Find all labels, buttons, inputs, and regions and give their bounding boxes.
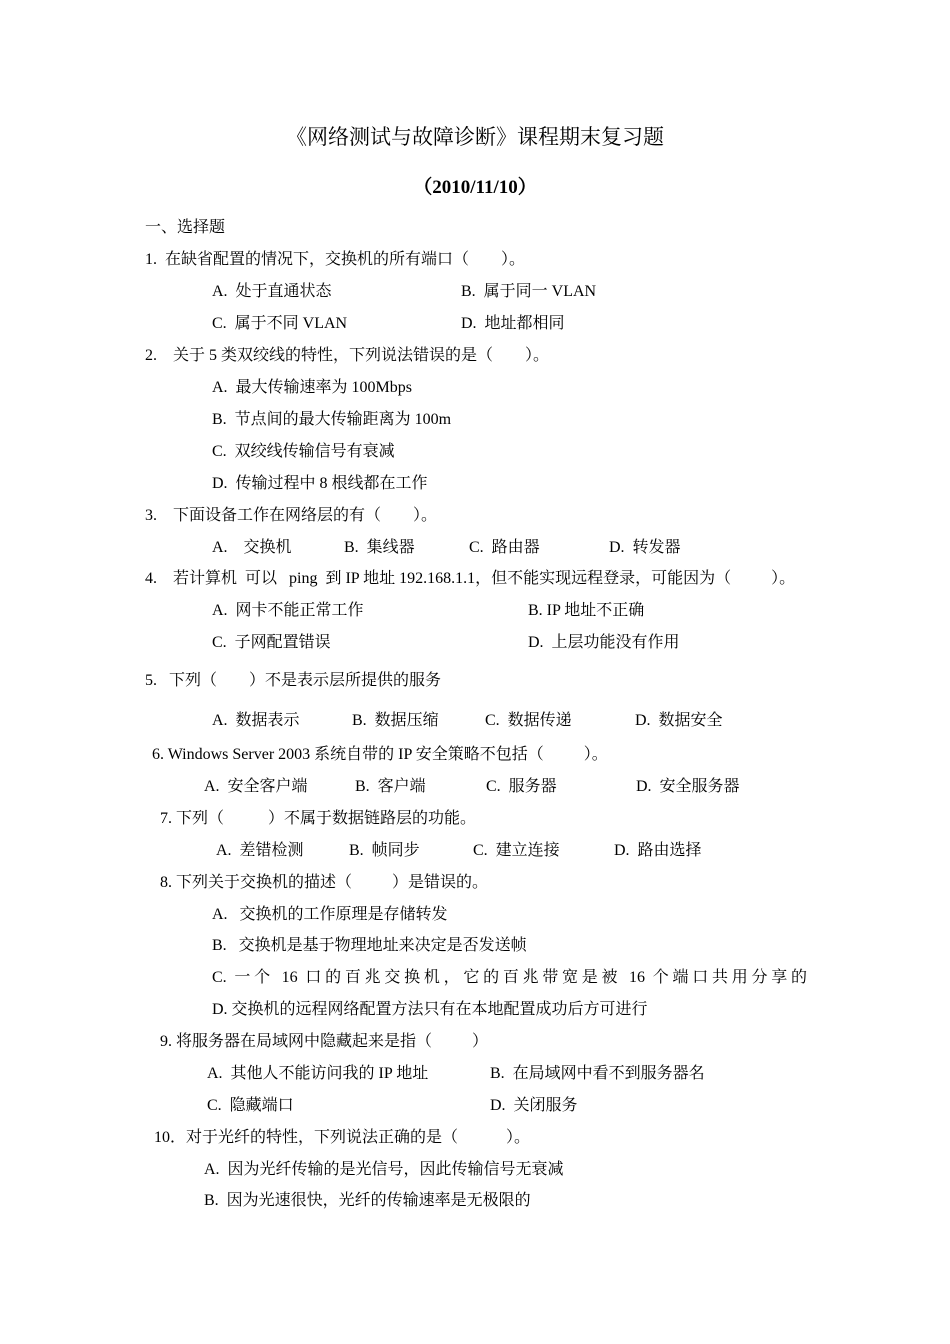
question-6-option-a: A. 安全客户端 [204, 778, 308, 795]
question-2-option-d: D. 传输过程中 8 根线都在工作 [212, 475, 428, 492]
question-9-option-d: D. 关闭服务 [490, 1097, 578, 1114]
question-7-stem: 7. 下列（ ）不属于数据链路层的功能。 [160, 810, 477, 827]
question-4-option-d: D. 上层功能没有作用 [528, 634, 680, 651]
question-4-option-c: C. 子网配置错误 [212, 634, 331, 651]
question-5-option-b: B. 数据压缩 [352, 712, 439, 729]
question-3-option-a: A. 交换机 [212, 539, 292, 556]
question-1-option-b: B. 属于同一 VLAN [461, 283, 597, 300]
question-5-option-d: D. 数据安全 [635, 712, 723, 729]
question-6-stem: 6. Windows Server 2003 系统自带的 IP 安全策略不包括（ ）。 [152, 746, 608, 763]
question-3-stem: 3. 下面设备工作在网络层的有（ ）。 [145, 507, 438, 524]
question-2-option-b: B. 节点间的最大传输距离为 100m [212, 411, 452, 428]
question-7-option-a: A. 差错检测 [216, 842, 304, 859]
question-7-option-b: B. 帧同步 [349, 842, 420, 859]
question-2-option-a: A. 最大传输速率为 100Mbps [212, 379, 413, 396]
question-3-option-d: D. 转发器 [609, 539, 681, 556]
question-2-stem: 2. 关于 5 类双绞线的特性，下列说法错误的是（ ）。 [145, 347, 550, 364]
document-title: 《网络测试与故障诊断》课程期末复习题 [286, 125, 664, 149]
question-8-option-d: D. 交换机的远程网络配置方法只有在本地配置成功后方可进行 [212, 1001, 648, 1018]
question-5-stem: 5. 下列（ ）不是表示层所提供的服务 [145, 672, 442, 689]
document-date: （2010/11/10） [413, 177, 537, 198]
question-7-option-c: C. 建立连接 [473, 842, 560, 859]
question-8-option-c: C. 一个 16 口的百兆交换机，它的百兆带宽是被 16 个端口共用分享的 [212, 969, 807, 986]
question-6-option-b: B. 客户端 [355, 778, 426, 795]
question-8-option-a: A. 交换机的工作原理是存储转发 [212, 906, 448, 923]
question-9-option-b: B. 在局域网中看不到服务器名 [490, 1065, 705, 1082]
question-3-option-b: B. 集线器 [344, 539, 415, 556]
question-9-option-c: C. 隐藏端口 [207, 1097, 294, 1114]
question-10-stem: 10．对于光纤的特性，下列说法正确的是（ ）。 [154, 1129, 531, 1146]
question-4-option-b: B. IP 地址不正确 [528, 602, 645, 619]
question-8-stem: 8. 下列关于交换机的描述（ ）是错误的。 [160, 874, 489, 891]
question-6-option-d: D. 安全服务器 [636, 778, 740, 795]
question-1-option-c: C. 属于不同 VLAN [212, 315, 348, 332]
question-1-stem: 1. 在缺省配置的情况下，交换机的所有端口（ ）。 [145, 251, 526, 268]
question-4-option-a: A. 网卡不能正常工作 [212, 602, 364, 619]
question-9-option-a: A. 其他人不能访问我的 IP 地址 [207, 1065, 429, 1082]
question-2-option-c: C. 双绞线传输信号有衰减 [212, 443, 395, 460]
question-1-option-a: A. 处于直通状态 [212, 283, 332, 300]
question-5-option-c: C. 数据传递 [485, 712, 572, 729]
question-3-option-c: C. 路由器 [469, 539, 540, 556]
question-6-option-c: C. 服务器 [486, 778, 557, 795]
question-9-stem: 9. 将服务器在局域网中隐藏起来是指（ ） [160, 1033, 489, 1050]
section-heading: 一、选择题 [145, 219, 226, 236]
question-10-option-b: B. 因为光速很快，光纤的传输速率是无极限的 [204, 1192, 531, 1209]
question-7-option-d: D. 路由选择 [614, 842, 702, 859]
question-10-option-a: A. 因为光纤传输的是光信号，因此传输信号无衰减 [204, 1161, 564, 1178]
question-1-option-d: D. 地址都相同 [461, 315, 565, 332]
question-5-option-a: A. 数据表示 [212, 712, 300, 729]
question-4-stem: 4. 若计算机 可以 ping 到 IP 地址 192.168.1.1，但不能实现远程登录，可能因为（ ）。 [145, 570, 796, 587]
question-8-option-b: B. 交换机是基于物理地址来决定是否发送帧 [212, 937, 527, 954]
